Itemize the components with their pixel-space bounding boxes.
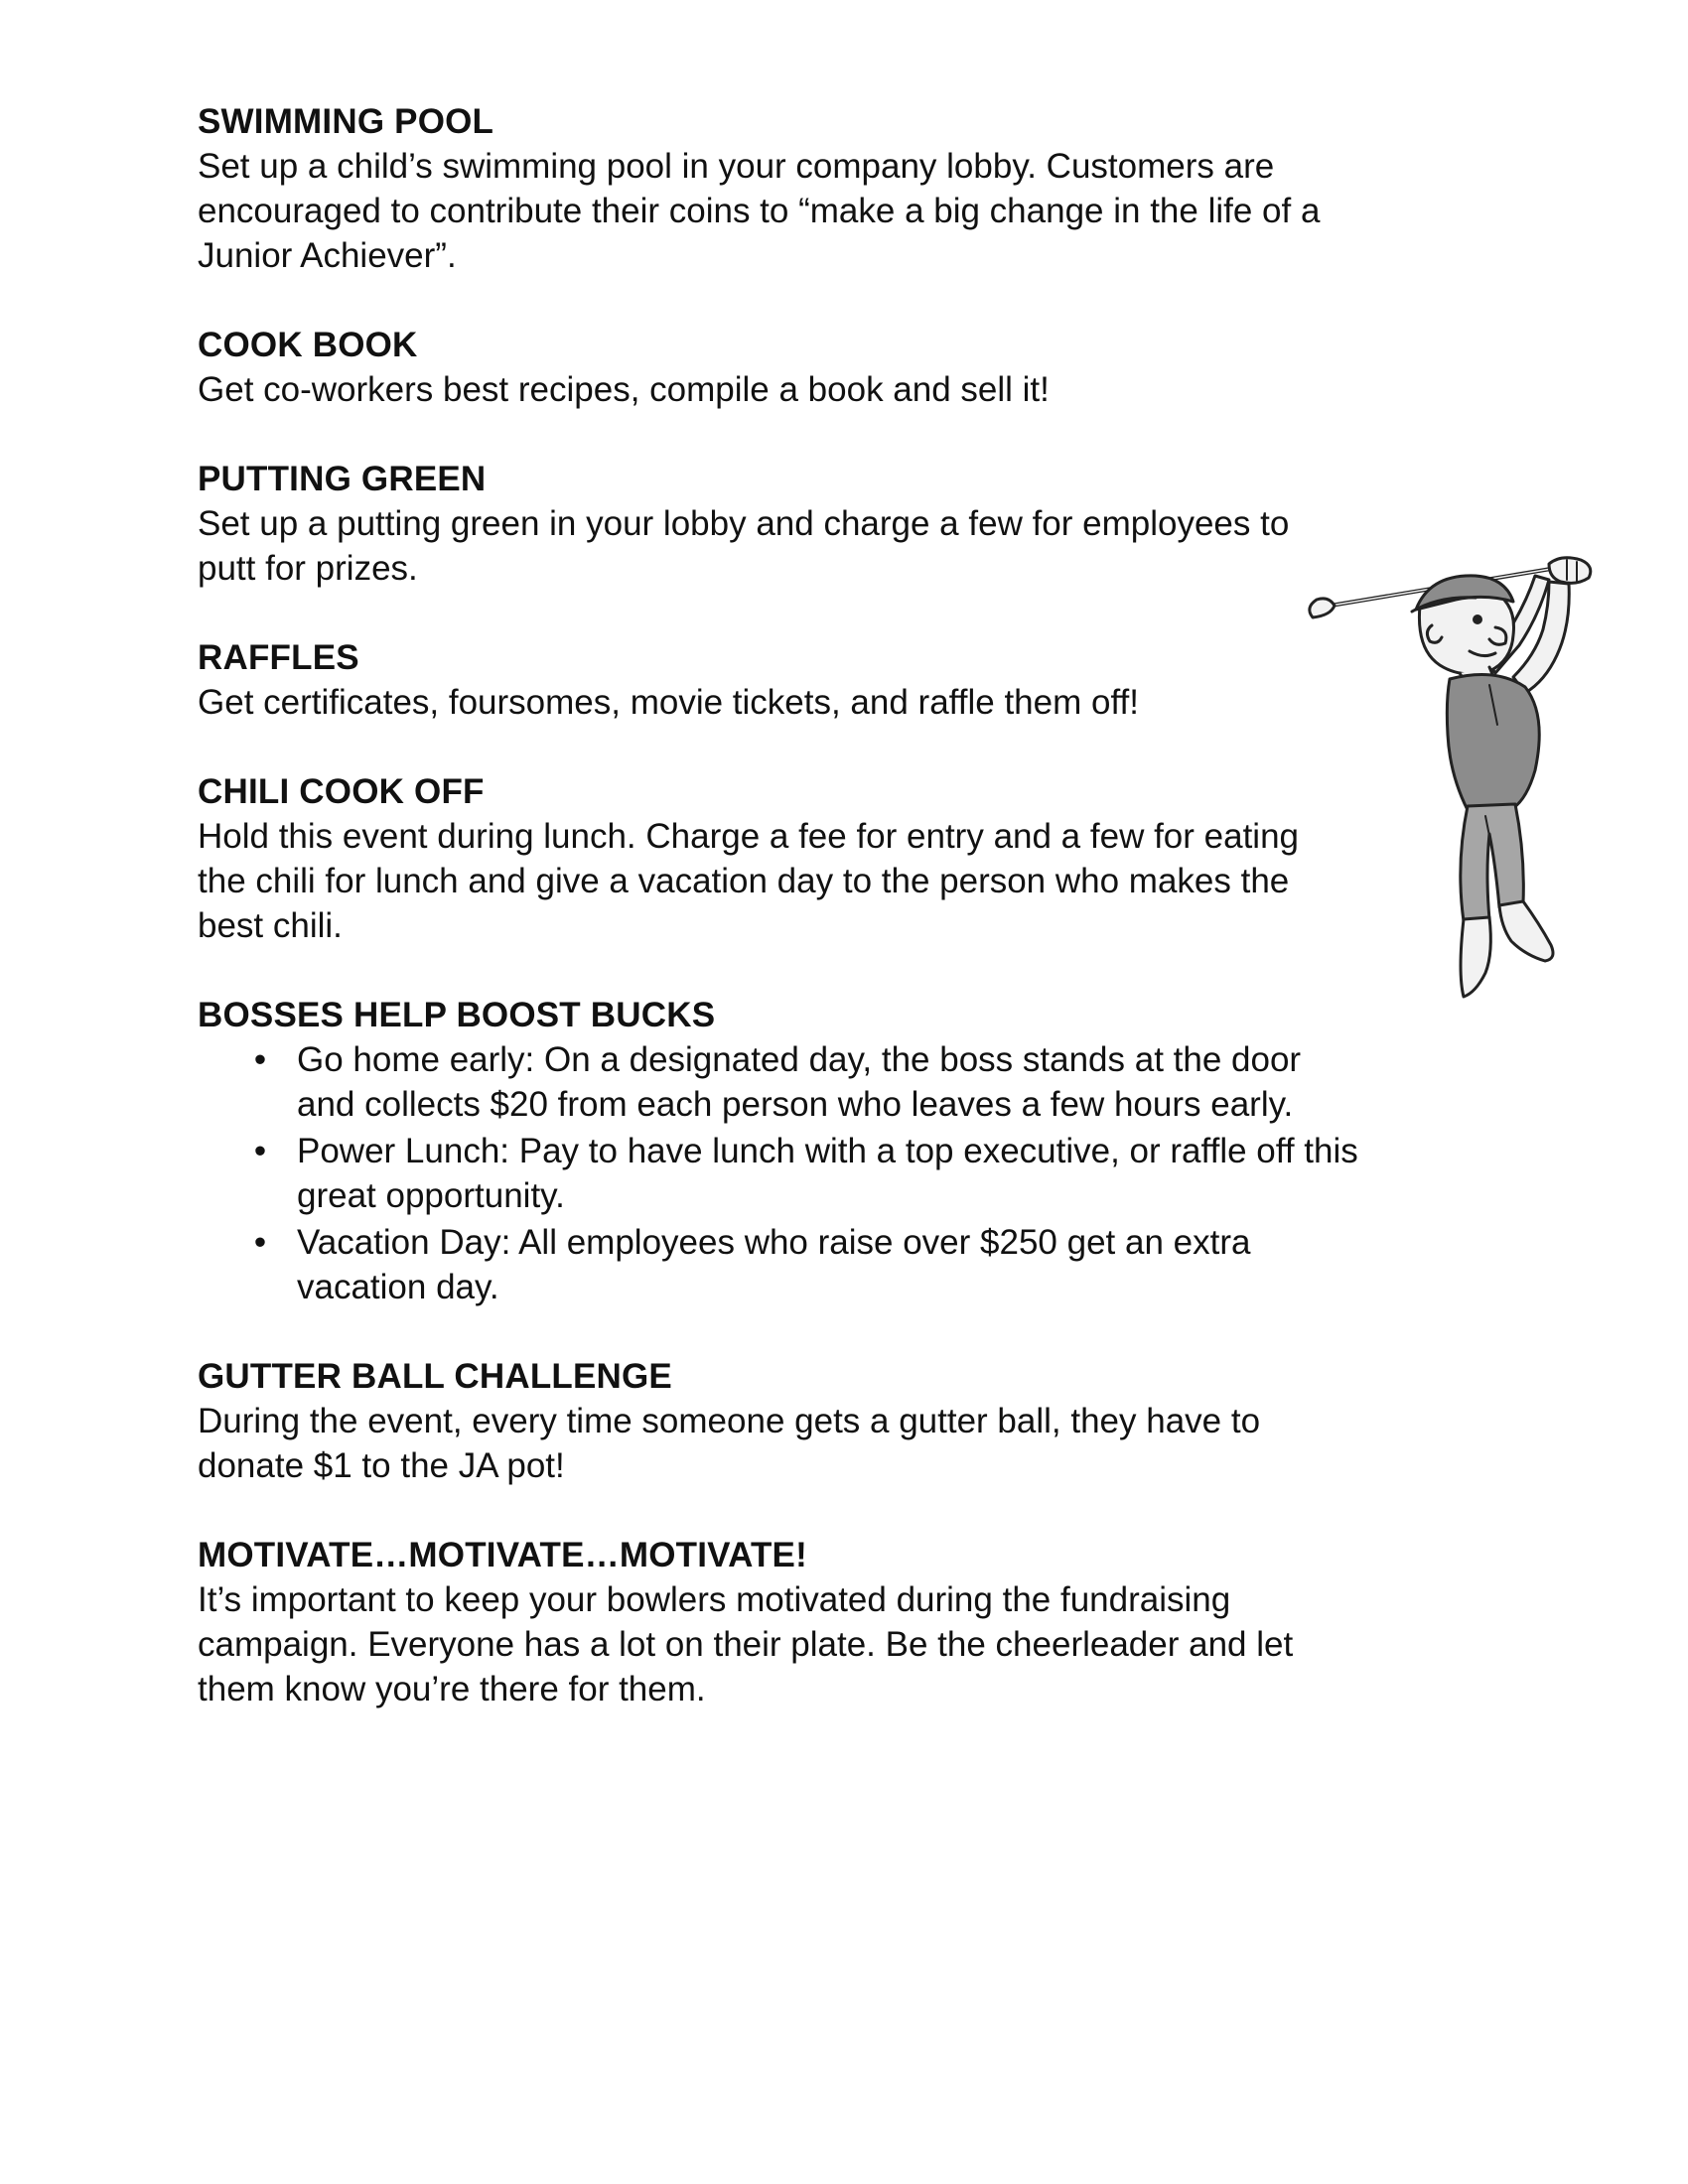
section-heading: PUTTING GREEN [198, 460, 487, 498]
section-line: putt for prizes. [198, 549, 418, 588]
bullet-icon: • [253, 1132, 267, 1170]
section-heading: BOSSES HELP BOOST BUCKS [198, 996, 716, 1034]
section-heading: MOTIVATE…MOTIVATE…MOTIVATE! [198, 1536, 807, 1574]
section-cook-book [198, 323, 1508, 412]
section-line: them know you’re there for them. [198, 1670, 706, 1708]
bullet-line: great opportunity. [297, 1176, 565, 1215]
section-bosses-help-boost-bucks [198, 993, 1508, 1309]
section-heading: SWIMMING POOL [198, 102, 494, 141]
bullet-line: Vacation Day: All employees who raise over $250 get an extra [297, 1223, 1251, 1262]
section-line: campaign. Everyone has a lot on their plate. Be the cheerleader and let [198, 1625, 1294, 1664]
section-heading: COOK BOOK [198, 326, 418, 364]
bullet-item-go-home-early [198, 1037, 1508, 1127]
bullet-list [198, 1037, 1508, 1309]
section-heading: RAFFLES [198, 638, 359, 677]
section-line: donate $1 to the JA pot! [198, 1446, 565, 1485]
bullet-item-vacation-day [198, 1220, 1508, 1309]
bullet-line: vacation day. [297, 1268, 499, 1306]
section-line: Get certificates, foursomes, movie tickets, and raffle them off! [198, 683, 1139, 722]
section-line: Junior Achiever”. [198, 236, 457, 275]
section-line: encouraged to contribute their coins to “make a big change in the life of a [198, 192, 1321, 230]
section-heading: CHILI COOK OFF [198, 772, 485, 811]
section-line: During the event, every time someone gets a gutter ball, they have to [198, 1402, 1261, 1440]
golfer-cartoon-icon [1301, 556, 1638, 1003]
bullet-icon: • [253, 1223, 267, 1262]
section-line: It’s important to keep your bowlers motivated during the fundraising [198, 1580, 1231, 1619]
section-line: the chili for lunch and give a vacation day to the person who makes the [198, 862, 1290, 900]
bullet-line: Go home early: On a designated day, the boss stands at the door [297, 1040, 1302, 1079]
section-line: Hold this event during lunch. Charge a fee for entry and a few for eating [198, 817, 1299, 856]
bullet-line: Power Lunch: Pay to have lunch with a top executive, or raffle off this [297, 1132, 1358, 1170]
bullet-item-power-lunch [198, 1129, 1508, 1218]
section-line: Set up a putting green in your lobby and charge a few for employees to [198, 504, 1290, 543]
section-line: best chili. [198, 906, 343, 945]
section-motivate [198, 1533, 1508, 1711]
bullet-line: and collects $20 from each person who leaves a few hours early. [297, 1085, 1294, 1124]
section-line: Get co-workers best recipes, compile a book and sell it! [198, 370, 1050, 409]
bullet-icon: • [253, 1040, 267, 1079]
section-heading: GUTTER BALL CHALLENGE [198, 1357, 672, 1396]
section-swimming-pool [198, 99, 1508, 278]
section-gutter-ball-challenge [198, 1354, 1508, 1488]
section-line: Set up a child’s swimming pool in your company lobby. Customers are [198, 147, 1275, 186]
